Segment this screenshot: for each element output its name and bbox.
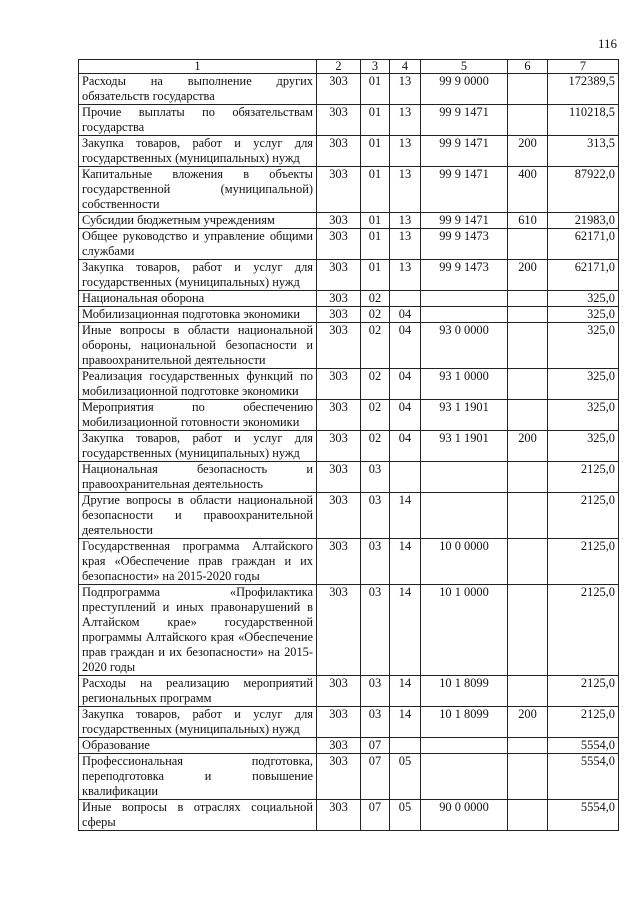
amount: 2125,0 <box>548 462 619 493</box>
table-row <box>79 105 619 136</box>
table-row <box>79 369 619 400</box>
code-admin: 303 <box>317 260 361 291</box>
row-name: Капитальные вложения в объекты государственной (муниципальной) собственности <box>79 167 317 213</box>
code-target: 93 1 1901 <box>421 431 508 462</box>
row-name: Иные вопросы в отраслях социальной сферы <box>79 800 317 831</box>
code-target <box>421 462 508 493</box>
code-expense-type <box>508 229 548 260</box>
code-section: 02 <box>361 431 390 462</box>
code-target: 93 1 0000 <box>421 369 508 400</box>
code-subsection: 14 <box>390 707 421 738</box>
code-section: 03 <box>361 676 390 707</box>
code-target: 99 9 0000 <box>421 74 508 105</box>
row-name: Общее руководство и управление общими службами <box>79 229 317 260</box>
amount: 2125,0 <box>548 585 619 676</box>
row-name: Закупка товаров, работ и услуг для государственных (муниципальных) нужд <box>79 260 317 291</box>
code-expense-type <box>508 585 548 676</box>
table-row <box>79 431 619 462</box>
code-subsection: 04 <box>390 323 421 369</box>
table-row <box>79 462 619 493</box>
code-expense-type <box>508 369 548 400</box>
code-admin: 303 <box>317 400 361 431</box>
row-name: Национальная безопасность и правоохранительная деятельность <box>79 462 317 493</box>
code-admin: 303 <box>317 307 361 323</box>
code-expense-type <box>508 754 548 800</box>
row-name: Профессиональная подготовка, переподготовка и повышение квалификации <box>79 754 317 800</box>
code-admin: 303 <box>317 738 361 754</box>
code-target: 10 0 0000 <box>421 539 508 585</box>
code-subsection: 14 <box>390 493 421 539</box>
amount: 325,0 <box>548 431 619 462</box>
code-target: 99 9 1473 <box>421 229 508 260</box>
code-admin: 303 <box>317 431 361 462</box>
code-admin: 303 <box>317 585 361 676</box>
code-section: 02 <box>361 400 390 431</box>
code-admin: 303 <box>317 323 361 369</box>
code-expense-type <box>508 74 548 105</box>
amount: 62171,0 <box>548 260 619 291</box>
code-target <box>421 493 508 539</box>
code-section: 02 <box>361 307 390 323</box>
amount: 5554,0 <box>548 800 619 831</box>
code-section: 02 <box>361 369 390 400</box>
code-target <box>421 307 508 323</box>
table-row <box>79 323 619 369</box>
amount: 313,5 <box>548 136 619 167</box>
code-target: 10 1 8099 <box>421 676 508 707</box>
code-admin: 303 <box>317 136 361 167</box>
table-row <box>79 400 619 431</box>
code-expense-type: 200 <box>508 707 548 738</box>
code-subsection: 13 <box>390 74 421 105</box>
code-expense-type <box>508 105 548 136</box>
code-admin: 303 <box>317 462 361 493</box>
table-row <box>79 260 619 291</box>
code-subsection: 05 <box>390 800 421 831</box>
code-section: 03 <box>361 539 390 585</box>
row-name: Государственная программа Алтайского края «Обеспечение прав граждан и их безопасности» на 2015-2020 годы <box>79 539 317 585</box>
code-admin: 303 <box>317 707 361 738</box>
table-row <box>79 213 619 229</box>
amount: 110218,5 <box>548 105 619 136</box>
row-name: Субсидии бюджетным учреждениям <box>79 213 317 229</box>
table-body <box>79 74 619 831</box>
code-subsection: 14 <box>390 676 421 707</box>
code-expense-type <box>508 462 548 493</box>
code-admin: 303 <box>317 754 361 800</box>
amount: 172389,5 <box>548 74 619 105</box>
code-subsection: 14 <box>390 539 421 585</box>
code-subsection: 13 <box>390 105 421 136</box>
code-target: 99 9 1471 <box>421 136 508 167</box>
code-expense-type: 200 <box>508 136 548 167</box>
code-expense-type <box>508 291 548 307</box>
code-expense-type: 200 <box>508 260 548 291</box>
row-name: Реализация государственных функций по мобилизационной подготовке экономики <box>79 369 317 400</box>
code-expense-type <box>508 307 548 323</box>
row-name: Образование <box>79 738 317 754</box>
code-section: 01 <box>361 136 390 167</box>
code-expense-type <box>508 323 548 369</box>
row-name: Закупка товаров, работ и услуг для государственных (муниципальных) нужд <box>79 431 317 462</box>
code-expense-type <box>508 676 548 707</box>
code-section: 01 <box>361 105 390 136</box>
code-admin: 303 <box>317 291 361 307</box>
code-target: 10 1 0000 <box>421 585 508 676</box>
code-target: 99 9 1471 <box>421 213 508 229</box>
code-subsection: 04 <box>390 307 421 323</box>
table-row <box>79 493 619 539</box>
code-section: 07 <box>361 738 390 754</box>
code-subsection: 05 <box>390 754 421 800</box>
code-admin: 303 <box>317 213 361 229</box>
code-section: 07 <box>361 754 390 800</box>
budget-table <box>78 59 619 831</box>
code-target: 90 0 0000 <box>421 800 508 831</box>
amount: 325,0 <box>548 323 619 369</box>
code-target: 99 9 1471 <box>421 167 508 213</box>
column-number: 6 <box>508 60 548 74</box>
table-row <box>79 291 619 307</box>
code-section: 03 <box>361 585 390 676</box>
code-section: 01 <box>361 74 390 105</box>
code-subsection <box>390 738 421 754</box>
code-admin: 303 <box>317 167 361 213</box>
amount: 2125,0 <box>548 493 619 539</box>
code-expense-type: 610 <box>508 213 548 229</box>
code-target <box>421 754 508 800</box>
table-row <box>79 539 619 585</box>
code-expense-type: 200 <box>508 431 548 462</box>
amount: 21983,0 <box>548 213 619 229</box>
row-name: Расходы на реализацию мероприятий региональных программ <box>79 676 317 707</box>
amount: 5554,0 <box>548 738 619 754</box>
code-admin: 303 <box>317 105 361 136</box>
page-number: 116 <box>598 36 618 51</box>
code-expense-type <box>508 738 548 754</box>
code-expense-type: 400 <box>508 167 548 213</box>
table-row <box>79 676 619 707</box>
code-subsection: 13 <box>390 213 421 229</box>
code-target: 93 0 0000 <box>421 323 508 369</box>
row-name: Подпрограмма «Профилактика преступлений и иных правонарушений в Алтайском крае» государственной программы Алтайского края «Обеспечение прав граждан и их безопасности» на 2015-2020 годы <box>79 585 317 676</box>
amount: 2125,0 <box>548 539 619 585</box>
amount: 325,0 <box>548 307 619 323</box>
column-number-row <box>79 60 619 74</box>
code-admin: 303 <box>317 800 361 831</box>
row-name: Другие вопросы в области национальной безопасности и правоохранительной деятельности <box>79 493 317 539</box>
table-row <box>79 585 619 676</box>
code-admin: 303 <box>317 539 361 585</box>
column-number: 1 <box>79 60 317 74</box>
code-target: 10 1 8099 <box>421 707 508 738</box>
code-admin: 303 <box>317 74 361 105</box>
code-section: 07 <box>361 800 390 831</box>
table-row <box>79 136 619 167</box>
code-admin: 303 <box>317 493 361 539</box>
code-section: 01 <box>361 213 390 229</box>
code-subsection: 04 <box>390 400 421 431</box>
code-subsection <box>390 291 421 307</box>
table-row <box>79 307 619 323</box>
table-row <box>79 167 619 213</box>
column-number: 2 <box>317 60 361 74</box>
row-name: Мобилизационная подготовка экономики <box>79 307 317 323</box>
table-row <box>79 754 619 800</box>
table-row <box>79 738 619 754</box>
code-subsection: 13 <box>390 167 421 213</box>
amount: 62171,0 <box>548 229 619 260</box>
code-admin: 303 <box>317 369 361 400</box>
column-number: 5 <box>421 60 508 74</box>
row-name: Закупка товаров, работ и услуг для государственных (муниципальных) нужд <box>79 136 317 167</box>
row-name: Расходы на выполнение других обязательств государства <box>79 74 317 105</box>
row-name: Мероприятия по обеспечению мобилизационной готовности экономики <box>79 400 317 431</box>
code-expense-type <box>508 400 548 431</box>
code-target: 99 9 1473 <box>421 260 508 291</box>
code-expense-type <box>508 493 548 539</box>
code-expense-type <box>508 539 548 585</box>
code-section: 01 <box>361 260 390 291</box>
code-admin: 303 <box>317 229 361 260</box>
code-section: 01 <box>361 229 390 260</box>
code-section: 03 <box>361 462 390 493</box>
code-subsection: 04 <box>390 369 421 400</box>
code-subsection: 13 <box>390 260 421 291</box>
row-name: Прочие выплаты по обязательствам государства <box>79 105 317 136</box>
amount: 87922,0 <box>548 167 619 213</box>
code-section: 02 <box>361 291 390 307</box>
table-row <box>79 800 619 831</box>
code-section: 02 <box>361 323 390 369</box>
amount: 2125,0 <box>548 707 619 738</box>
amount: 2125,0 <box>548 676 619 707</box>
code-subsection: 04 <box>390 431 421 462</box>
code-subsection: 13 <box>390 136 421 167</box>
column-number: 4 <box>390 60 421 74</box>
code-section: 01 <box>361 167 390 213</box>
code-target <box>421 738 508 754</box>
code-target: 93 1 1901 <box>421 400 508 431</box>
row-name: Национальная оборона <box>79 291 317 307</box>
column-number: 7 <box>548 60 619 74</box>
code-expense-type <box>508 800 548 831</box>
table-row <box>79 74 619 105</box>
code-section: 03 <box>361 707 390 738</box>
table-row <box>79 229 619 260</box>
amount: 325,0 <box>548 291 619 307</box>
amount: 325,0 <box>548 369 619 400</box>
row-name: Иные вопросы в области национальной обороны, национальной безопасности и правоохранительной деятельности <box>79 323 317 369</box>
row-name: Закупка товаров, работ и услуг для государственных (муниципальных) нужд <box>79 707 317 738</box>
code-subsection <box>390 462 421 493</box>
code-target: 99 9 1471 <box>421 105 508 136</box>
code-subsection: 13 <box>390 229 421 260</box>
code-target <box>421 291 508 307</box>
code-section: 03 <box>361 493 390 539</box>
table-row <box>79 707 619 738</box>
amount: 5554,0 <box>548 754 619 800</box>
amount: 325,0 <box>548 400 619 431</box>
column-number: 3 <box>361 60 390 74</box>
code-admin: 303 <box>317 676 361 707</box>
code-subsection: 14 <box>390 585 421 676</box>
